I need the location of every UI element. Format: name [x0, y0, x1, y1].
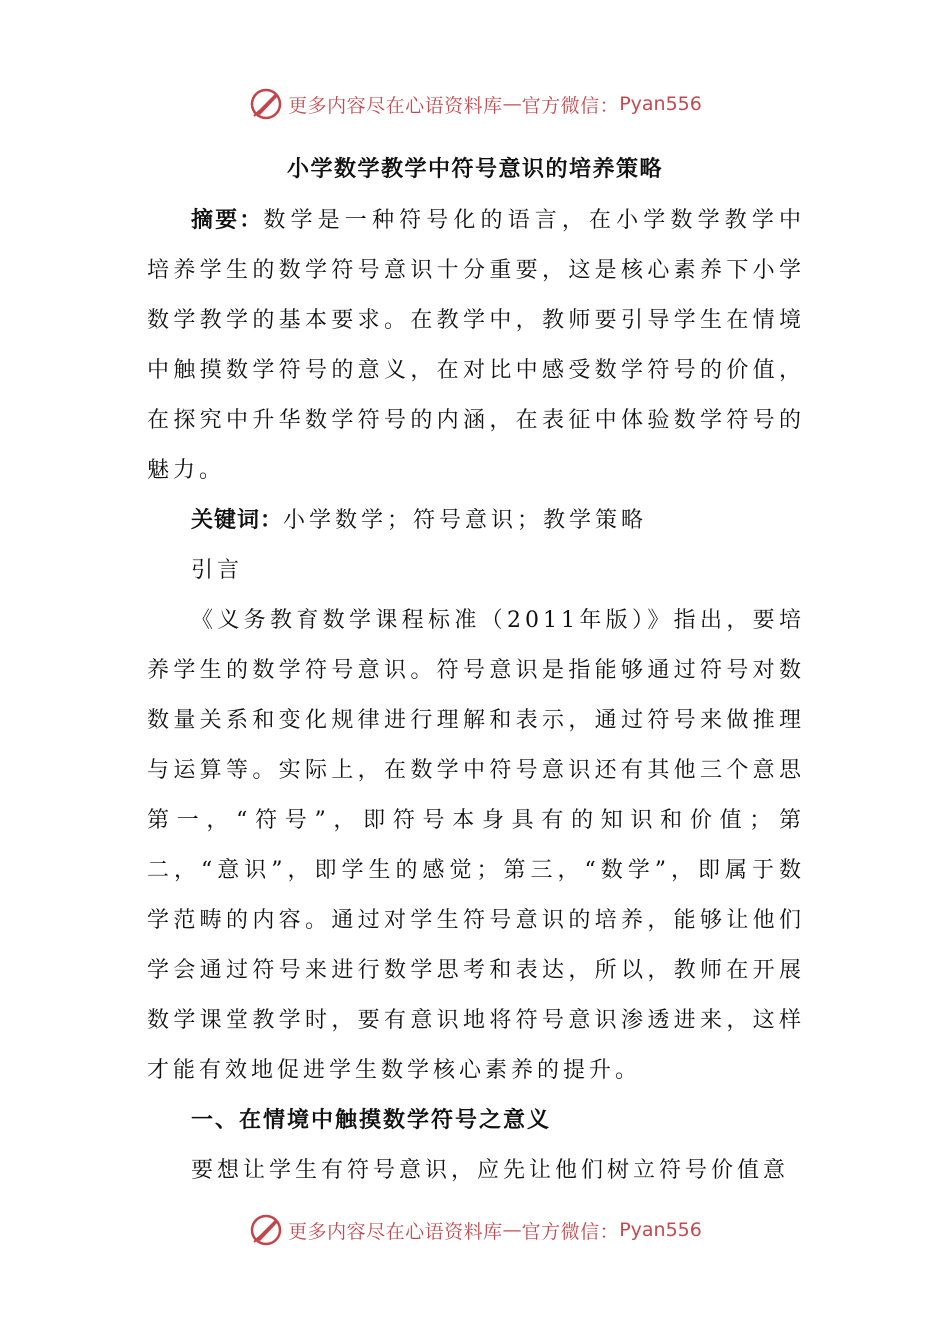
watermark-text: 更多内容尽在心语资料库 [288, 94, 503, 117]
keywords-label: 关键词： [191, 508, 284, 533]
abstract-paragraph [147, 196, 805, 496]
intro-heading: 引言 [191, 558, 244, 583]
abstract-text: 数学是一种符号化的语言，在小学数学教学中培养学生的数学符号意识十分重要，这是核心素养下小学数学教学的基本要求。在教学中，教师要引导学生在情境中触摸数学符号的意义，在对比中感受数学符号的价值，在探究中升华数学符号的内涵，在表征中体验数学符号的魅力。 [147, 208, 805, 483]
watermark-wechat-label: 官方微信： [521, 94, 620, 117]
document-title: 小学数学教学中符号意识的培养策略 [286, 157, 663, 182]
abstract-label: 摘要： [191, 208, 264, 233]
keywords-text: 小学数学；符号意识；教学策略 [283, 508, 648, 533]
watermark-wechat-id: Pyan556 [619, 1219, 702, 1241]
intro-paragraph: 《义务教育数学课程标准（2011年版）》指出，要培养学生的数学符号意识。符号意识是指能够通过符号对数数量关系和变化规律进行理解和表示，通过符号来做推理与运算等。实际上，在数学中符号意识还有其他三个意思第一，“符号”，即符号本身具有的知识和价值；第二，“意识”，即学生的感觉；第三，“数学”，即属于数学范畴的内容。通过对学生符号意识的培养，能够让他们学会通过符号来进行数学思考和表达，所以，教师在开展数学课堂教学时，要有意识地将符号意识渗透进来，这样才能有效地促进学生数学核心素养的提升。 [147, 608, 805, 1083]
watermark-wechat-label: 官方微信： [521, 1220, 620, 1243]
keywords-paragraph [147, 496, 805, 546]
quill-logo-icon [248, 86, 284, 122]
watermark-text: 更多内容尽在心语资料库 [288, 1220, 503, 1243]
watermark-header [0, 84, 950, 124]
quill-logo-icon [248, 1212, 284, 1248]
watermark-separator: — [502, 93, 522, 115]
watermark-separator: — [502, 1219, 522, 1241]
watermark-wechat-id: Pyan556 [619, 93, 702, 115]
watermark-footer [0, 1210, 950, 1250]
section1-heading: 一、在情境中触摸数学符号之意义 [191, 1108, 552, 1133]
document-body [147, 196, 805, 1196]
section1-paragraph: 要想让学生有符号意识，应先让他们树立符号价值意 [191, 1158, 790, 1183]
